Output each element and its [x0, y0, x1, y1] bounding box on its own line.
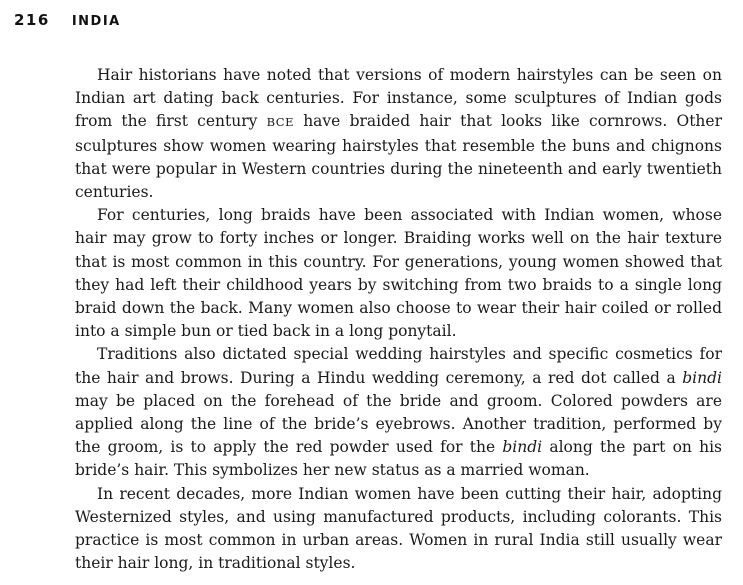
paragraph-1-text-b: have braided hair that looks like cornrows. Other sculptures show women wearing hairstyles that resemble the buns and chignons that were popular in Western countries during the nineteenth and early twentieth centuries. — [75, 112, 722, 202]
paragraph-3 — [75, 343, 722, 482]
paragraph-4: In recent decades, more Indian women have been cutting their hair, adopting Westernized styles, and using manufactured products, including colorants. This practice is most common in urban areas. Women in rural India still usually wear their hair long, in traditional styles. — [75, 484, 722, 573]
paragraph-3-text-c: along the part on his bride’s hair. This symbolizes her new status as a married woman. — [75, 438, 722, 480]
bindi-term-2: bindi — [502, 438, 543, 457]
paragraph-1-text-a: Hair historians have noted that versions of modern hairstyles can be seen on Indian art dating back centuries. For instance, some sculptures of Indian gods from the first century — [75, 66, 722, 131]
paragraph-3-text-b: may be placed on the forehead of the bride and groom. Colored powders are applied along the line of the bride’s eyebrows. Another tradition, performed by the groom, is to apply the red powder used for the — [75, 391, 722, 457]
bindi-term-1: bindi — [682, 368, 722, 387]
paragraph-3-text-a: Traditions also dictated special wedding hairstyles and specific cosmetics for the hair and brows. During a Hindu wedding ceremony, a red dot called a — [75, 345, 722, 387]
era-abbreviation: BCE — [266, 115, 294, 130]
body-text — [75, 64, 722, 575]
paragraph-2: For centuries, long braids have been associated with Indian women, whose hair may grow to forty inches or longer. Braiding works well on the hair texture that is most common in this country. For generations, young women showed that they had left their childhood years by switching from two braids to a single long braid down the back. Many women also choose to wear their hair coiled or rolled into a simple bun or tied back in a long ponytail. — [75, 206, 722, 341]
page-number: 216 — [14, 11, 50, 29]
paragraph-1 — [75, 64, 722, 204]
running-head: INDIA — [71, 14, 121, 29]
page-header — [14, 10, 121, 32]
